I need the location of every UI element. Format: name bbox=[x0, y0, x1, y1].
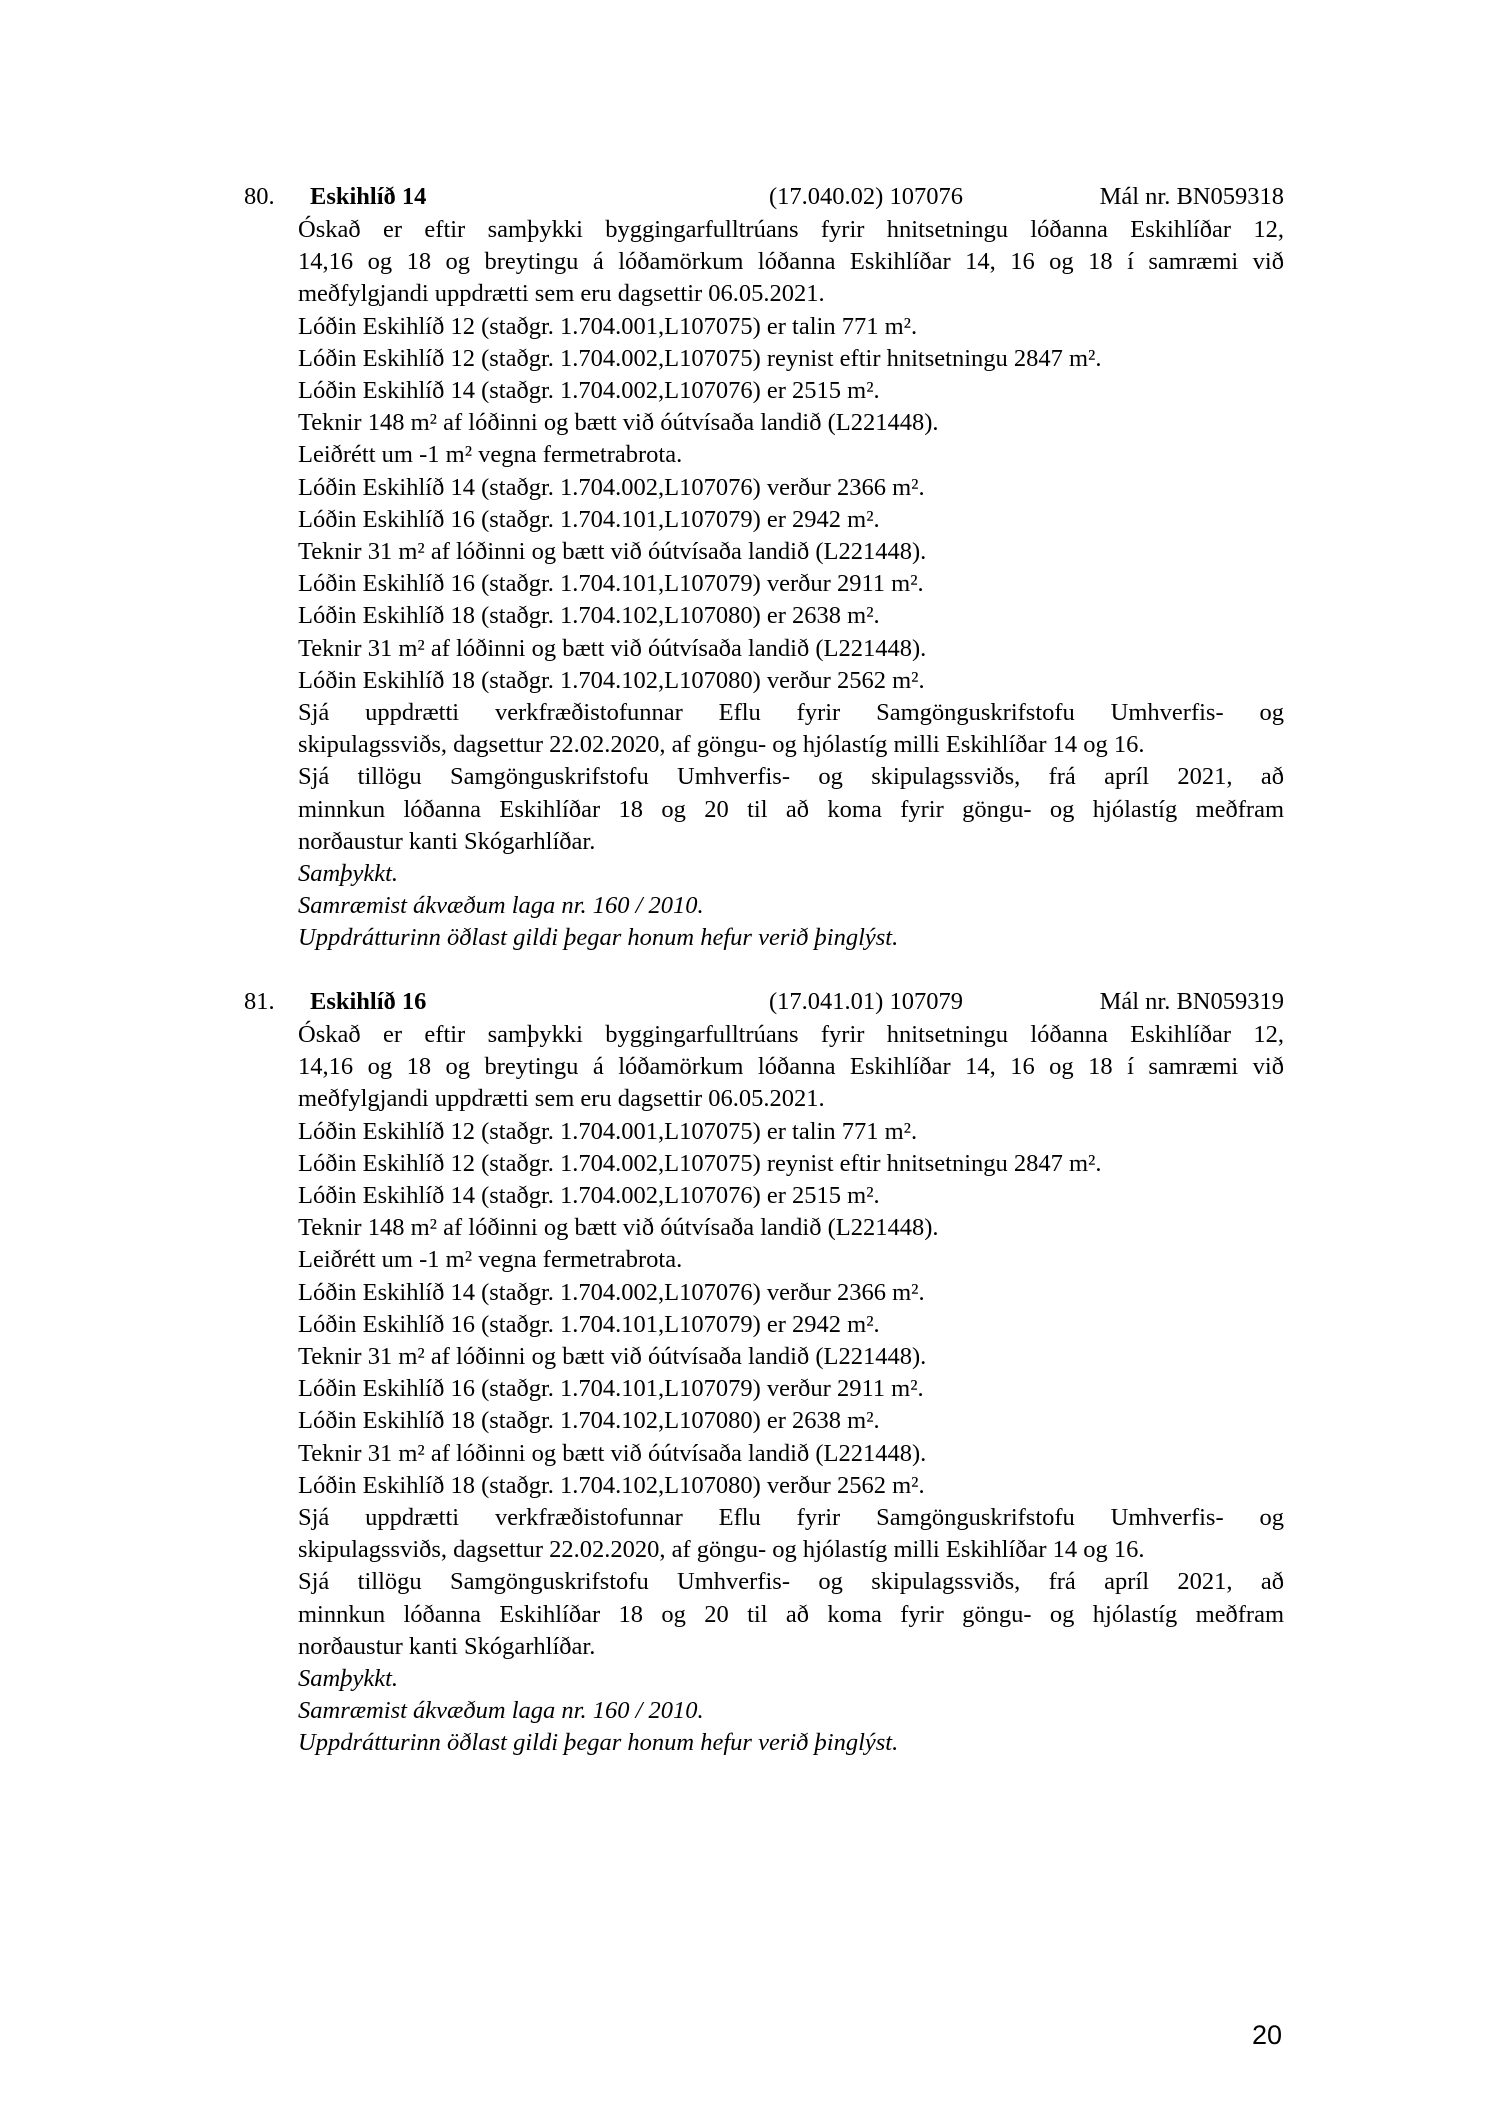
case-number: Mál nr. BN059318 bbox=[1099, 183, 1284, 210]
lot-line: Lóðin Eskihlíð 12 (staðgr. 1.704.001,L107075) er talin 771 m². bbox=[298, 1117, 918, 1145]
lot-line: Teknir 31 m² af lóðinni og bætt við óútvísaða landið (L221448). bbox=[298, 1343, 927, 1371]
page-number: 20 bbox=[1252, 2020, 1283, 2050]
proposal-paragraph-line: norðaustur kanti Skógarhlíðar. bbox=[298, 827, 596, 855]
lot-line: Teknir 148 m² af lóðinni og bætt við óútvísaða landið (L221448). bbox=[298, 409, 939, 437]
lot-line: Leiðrétt um -1 m² vegna fermetrabrota. bbox=[298, 441, 683, 469]
lot-line: Lóðin Eskihlíð 16 (staðgr. 1.704.101,L107079) verður 2911 m². bbox=[298, 1375, 924, 1403]
decision-line: Samþykkt. bbox=[298, 860, 398, 888]
proposal-paragraph-line: minnkun lóðanna Eskihlíðar 18 og 20 til að koma fyrir göngu- og hjólastíg meðfram bbox=[298, 1600, 1284, 1628]
lot-line: Lóðin Eskihlíð 14 (staðgr. 1.704.002,L107076) er 2515 m². bbox=[298, 1182, 880, 1210]
agenda-item-80 bbox=[244, 180, 1284, 955]
lot-line: Lóðin Eskihlíð 16 (staðgr. 1.704.101,L107079) er 2942 m². bbox=[298, 1310, 880, 1338]
proposal-paragraph bbox=[298, 1566, 1284, 1663]
reference-paragraph-line: skipulagssviðs, dagsettur 22.02.2020, af göngu- og hjólastíg milli Eskihlíðar 14 og 16. bbox=[298, 731, 1145, 759]
intro-paragraph-line: 14,16 og 18 og breytingu á lóðamörkum lóðanna Eskihlíðar 14, 16 og 18 í samræmi við bbox=[298, 1053, 1284, 1081]
intro-paragraph-line: Óskað er eftir samþykki byggingarfulltrúans fyrir hnitsetningu lóðanna Eskihlíðar 12, bbox=[298, 216, 1284, 243]
lot-line: Lóðin Eskihlíð 18 (staðgr. 1.704.102,L107080) verður 2562 m². bbox=[298, 666, 925, 694]
decision-line: Uppdrátturinn öðlast gildi þegar honum hefur verið þinglýst. bbox=[298, 1729, 899, 1757]
reference-paragraph bbox=[298, 1502, 1284, 1566]
proposal-paragraph-line: minnkun lóðanna Eskihlíðar 18 og 20 til að koma fyrir göngu- og hjólastíg meðfram bbox=[298, 795, 1284, 823]
lot-line: Lóðin Eskihlíð 12 (staðgr. 1.704.001,L107075) er talin 771 m². bbox=[298, 312, 918, 340]
lot-line: Lóðin Eskihlíð 18 (staðgr. 1.704.102,L107080) verður 2562 m². bbox=[298, 1471, 925, 1499]
intro-paragraph bbox=[298, 214, 1284, 311]
reference-paragraph-line: skipulagssviðs, dagsettur 22.02.2020, af göngu- og hjólastíg milli Eskihlíðar 14 og 16. bbox=[298, 1536, 1145, 1564]
item-code: (17.040.02) 107076 bbox=[769, 183, 963, 210]
lot-line: Lóðin Eskihlíð 12 (staðgr. 1.704.002,L107075) reynist eftir hnitsetningu 2847 m². bbox=[298, 1149, 1102, 1177]
intro-paragraph-line: meðfylgjandi uppdrætti sem eru dagsettir 06.05.2021. bbox=[298, 280, 825, 308]
lot-line: Teknir 31 m² af lóðinni og bætt við óútvísaða landið (L221448). bbox=[298, 538, 927, 566]
reference-paragraph bbox=[298, 697, 1284, 761]
item-header bbox=[244, 985, 1284, 1019]
agenda-item-81 bbox=[244, 985, 1284, 1760]
intro-paragraph bbox=[298, 1019, 1284, 1116]
item-code: (17.041.01) 107079 bbox=[769, 988, 963, 1015]
item-number: 80. bbox=[244, 183, 275, 210]
item-title: Eskihlíð 14 bbox=[310, 183, 427, 210]
intro-paragraph-line: 14,16 og 18 og breytingu á lóðamörkum lóðanna Eskihlíðar 14, 16 og 18 í samræmi við bbox=[298, 248, 1284, 276]
lot-line: Lóðin Eskihlíð 14 (staðgr. 1.704.002,L107076) verður 2366 m². bbox=[298, 1278, 925, 1306]
proposal-paragraph-line: Sjá tillögu Samgönguskrifstofu Umhverfis- og skipulagssviðs, frá apríl 2021, að bbox=[298, 1568, 1284, 1596]
decision-line: Uppdrátturinn öðlast gildi þegar honum hefur verið þinglýst. bbox=[298, 924, 899, 952]
lot-line: Lóðin Eskihlíð 16 (staðgr. 1.704.101,L107079) er 2942 m². bbox=[298, 505, 880, 533]
decision-line: Samræmist ákvæðum laga nr. 160 / 2010. bbox=[298, 892, 704, 920]
intro-paragraph-line: Óskað er eftir samþykki byggingarfulltrúans fyrir hnitsetningu lóðanna Eskihlíðar 12, bbox=[298, 1021, 1284, 1048]
lot-line: Lóðin Eskihlíð 18 (staðgr. 1.704.102,L107080) er 2638 m². bbox=[298, 602, 880, 630]
item-body bbox=[298, 1019, 1284, 1760]
proposal-paragraph bbox=[298, 761, 1284, 858]
decision-line: Samþykkt. bbox=[298, 1665, 398, 1693]
lot-line: Teknir 31 m² af lóðinni og bætt við óútvísaða landið (L221448). bbox=[298, 1439, 927, 1467]
lot-line: Lóðin Eskihlíð 12 (staðgr. 1.704.002,L107075) reynist eftir hnitsetningu 2847 m². bbox=[298, 344, 1102, 372]
item-header bbox=[244, 180, 1284, 214]
case-number: Mál nr. BN059319 bbox=[1099, 988, 1284, 1015]
proposal-paragraph-line: norðaustur kanti Skógarhlíðar. bbox=[298, 1632, 596, 1660]
lot-line: Teknir 31 m² af lóðinni og bætt við óútvísaða landið (L221448). bbox=[298, 634, 927, 662]
reference-paragraph-line: Sjá uppdrætti verkfræðistofunnar Eflu fyrir Samgönguskrifstofu Umhverfis- og bbox=[298, 699, 1284, 727]
lot-line: Lóðin Eskihlíð 18 (staðgr. 1.704.102,L107080) er 2638 m². bbox=[298, 1407, 880, 1435]
lot-line: Lóðin Eskihlíð 14 (staðgr. 1.704.002,L107076) verður 2366 m². bbox=[298, 473, 925, 501]
lot-line: Lóðin Eskihlíð 16 (staðgr. 1.704.101,L107079) verður 2911 m². bbox=[298, 570, 924, 598]
reference-paragraph-line: Sjá uppdrætti verkfræðistofunnar Eflu fyrir Samgönguskrifstofu Umhverfis- og bbox=[298, 1504, 1284, 1532]
lot-line: Leiðrétt um -1 m² vegna fermetrabrota. bbox=[298, 1246, 683, 1274]
decision-line: Samræmist ákvæðum laga nr. 160 / 2010. bbox=[298, 1697, 704, 1725]
lot-line: Teknir 148 m² af lóðinni og bætt við óútvísaða landið (L221448). bbox=[298, 1214, 939, 1242]
item-number: 81. bbox=[244, 988, 275, 1015]
proposal-paragraph-line: Sjá tillögu Samgönguskrifstofu Umhverfis- og skipulagssviðs, frá apríl 2021, að bbox=[298, 763, 1284, 791]
item-title: Eskihlíð 16 bbox=[310, 988, 427, 1015]
item-body bbox=[298, 214, 1284, 955]
intro-paragraph-line: meðfylgjandi uppdrætti sem eru dagsettir 06.05.2021. bbox=[298, 1085, 825, 1113]
lot-line: Lóðin Eskihlíð 14 (staðgr. 1.704.002,L107076) er 2515 m². bbox=[298, 377, 880, 405]
